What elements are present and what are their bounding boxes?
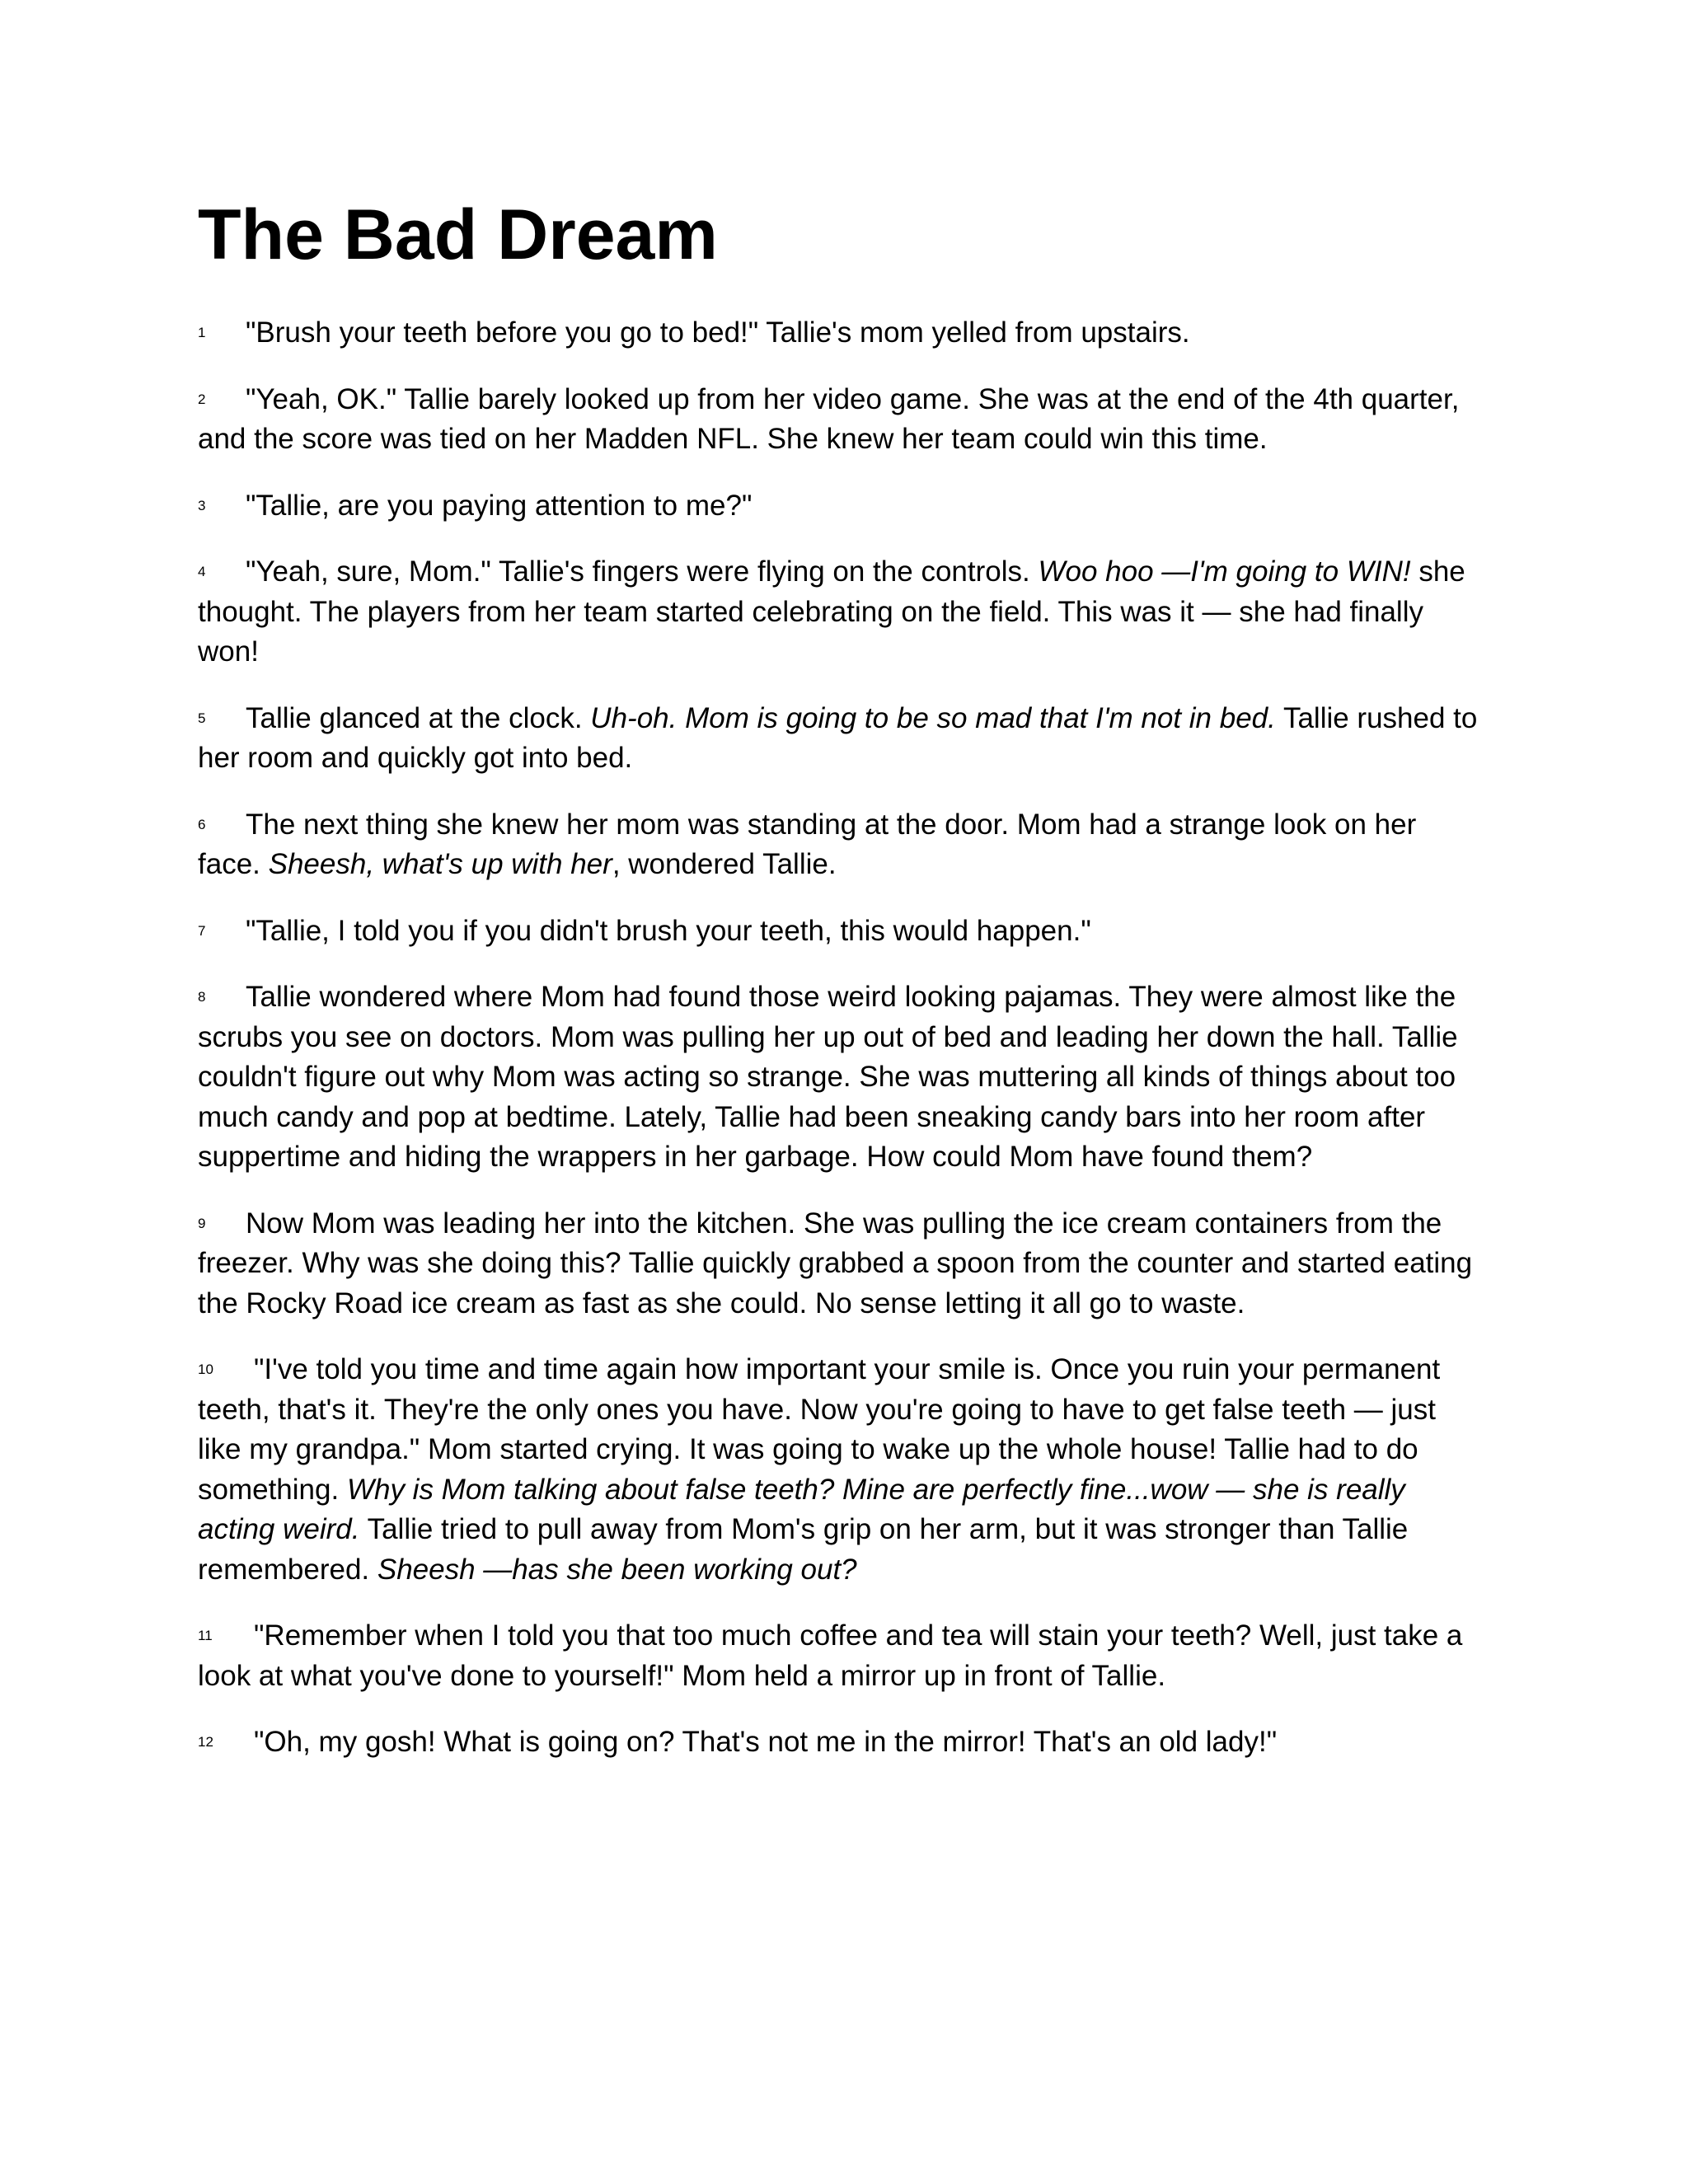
paragraph-number: 1 [198,325,206,340]
paragraph [198,486,1484,527]
paragraph [198,1204,1484,1324]
paragraph-text: "I've told you time and time again how important your smile is. Once you ruin your permanent teeth, that's it. They're the only ones you have. Now you're going to have to get false teeth — just like my grandpa." Mom started crying. It was going to wake up the whole house! Tallie had to do something. [198,1353,1441,1506]
paragraph [198,805,1484,885]
italic-text: Sheesh —has she been working out? [377,1553,857,1586]
italic-text: Why is Mom talking about false teeth? Mine are perfectly fine...wow — she is really acting weird. [198,1473,1405,1545]
paragraph-text: Tallie glanced at the clock. [246,701,591,734]
story-body [198,313,1484,1763]
paragraph-number: 6 [198,816,206,832]
paragraph-number: 11 [198,1628,213,1643]
paragraph-number: 8 [198,989,206,1005]
italic-text: Sheesh, what's up with her [268,848,612,880]
paragraph-text: The next thing she knew her mom was standing at the door. Mom had a strange look on her face. [198,808,1417,880]
paragraph [198,699,1484,779]
paragraph-number: 2 [198,391,206,407]
italic-text: Woo hoo —I'm going to WIN! [1038,555,1411,588]
paragraph [198,1616,1484,1696]
paragraph-text: "Oh, my gosh! What is going on? That's not me in the mirror! That's an old lady!" [254,1726,1278,1758]
paragraph-number: 10 [198,1361,213,1377]
paragraph-text: "Remember when I told you that too much coffee and tea will stain your teeth? Well, just take a look at what you've done to yourself!" Mom held a mirror up in front of Tallie. [198,1619,1463,1692]
italic-text: Uh-oh. Mom is going to be so mad that I'm not in bed. [590,701,1276,734]
paragraph-text: Tallie tried to pull away from Mom's grip on her arm, but it was stronger than Tallie remembered. [198,1513,1409,1586]
paragraph [198,912,1484,952]
paragraph-text: "Tallie, I told you if you didn't brush your teeth, this would happen." [246,914,1091,947]
paragraph-text: "Yeah, OK." Tallie barely looked up from her video game. She was at the end of the 4th quarter, and the score was tied on her Madden NFL. She knew her team could win this time. [198,382,1460,455]
paragraph-text: Now Mom was leading her into the kitchen. She was pulling the ice cream containers from the freezer. Why was she doing this? Tallie quickly grabbed a spoon from the counter and started eating the Rocky Road ice cream as fast as she could. No sense letting it all go to waste. [198,1207,1473,1319]
paragraph-number: 7 [198,922,206,939]
paragraph-text: "Yeah, sure, Mom." Tallie's fingers were flying on the controls. [246,555,1039,588]
paragraph-number: 12 [198,1734,213,1750]
paragraph [198,1350,1484,1590]
paragraph-text: , wondered Tallie. [612,848,837,880]
page-title: The Bad Dream [198,195,718,274]
paragraph [198,977,1484,1178]
paragraph-text: she thought. The players from her team started celebrating on the field. This was it — she had finally won! [198,555,1465,668]
paragraph [198,1722,1484,1763]
paragraph [198,313,1484,354]
document-page [198,190,1484,1789]
paragraph-number: 5 [198,710,206,726]
paragraph-text: "Brush your teeth before you go to bed!" Tallie's mom yelled from upstairs. [246,316,1190,349]
paragraph-number: 9 [198,1215,206,1231]
paragraph [198,380,1484,460]
paragraph-text: Tallie wondered where Mom had found those weird looking pajamas. They were almost like the scrubs you see on doctors. Mom was pulling her up out of bed and leading her down the hall. Tallie couldn't figure out why Mom was acting so strange. She was muttering all kinds of things about too much candy and pop at bedtime. Lately, Tallie had been sneaking candy bars into her room after suppertime and hiding the wrappers in her garbage. How could Mom have found them? [198,981,1458,1173]
paragraph [198,552,1484,673]
paragraph-text: "Tallie, are you paying attention to me?" [246,489,753,522]
paragraph-text: Tallie rushed to her room and quickly got into bed. [198,701,1478,774]
paragraph-number: 4 [198,564,206,579]
paragraph-number: 3 [198,497,206,513]
